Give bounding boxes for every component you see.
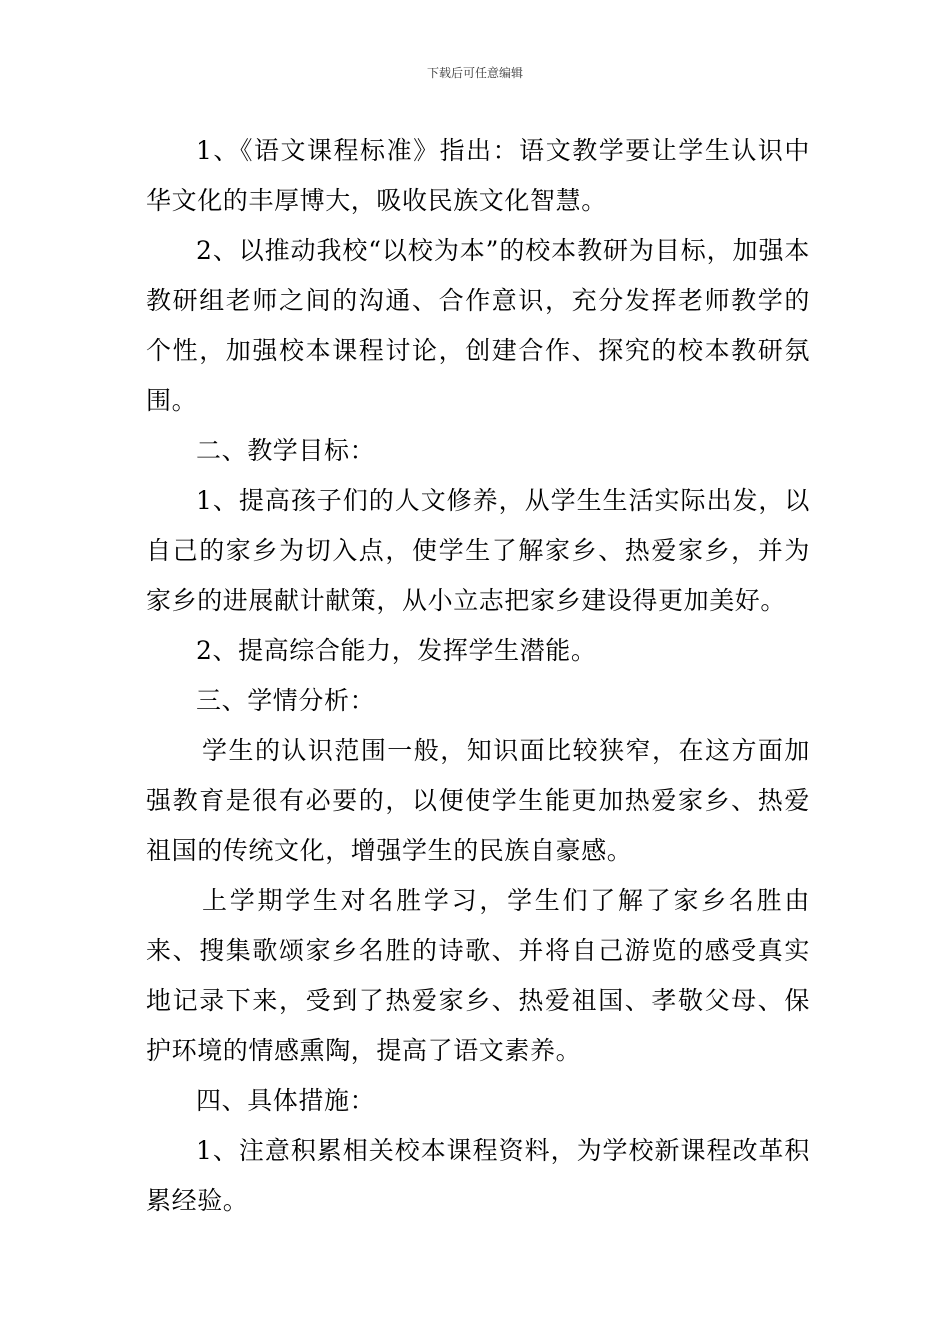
paragraph-analysis-1: 学生的认识范围一般，知识面比较狭窄，在这方面加强教育是很有必要的，以便使学生能更加热爱家乡、热爱祖国的传统文化，增强学生的民族自豪感。	[146, 736, 810, 865]
paragraph-school-research: 2、以推动我校“以校为本”的校本教研为目标，加强本教研组老师之间的沟通、合作意识，充分发挥老师教学的个性，加强校本课程讨论，创建合作、探究的校本教研氛围。	[146, 236, 810, 415]
heading-teaching-goals: 二、教学目标：	[196, 436, 376, 465]
page-header-note: 下载后可任意编辑	[426, 66, 523, 80]
paragraph-goal-1: 1、提高孩子们的人文修养，从学生生活实际出发，以自己的家乡为切入点，使学生了解家乡、热爱家乡，并为家乡的进展献计献策，从小立志把家乡建设得更加美好。	[146, 486, 810, 615]
heading-student-analysis: 三、学情分析：	[196, 686, 376, 715]
paragraph-analysis-2: 上学期学生对名胜学习，学生们了解了家乡名胜由来、搜集歌颂家乡名胜的诗歌、并将自己游览的感受真实地记录下来，受到了热爱家乡、热爱祖国、孝敬父母、保护环境的情感熏陶，提高了语文素养。	[146, 886, 810, 1065]
document-body	[146, 126, 810, 1226]
paragraph-standard-quote: 1、《语文课程标准》指出：语文教学要让学生认识中华文化的丰厚博大，吸收民族文化智慧。	[146, 136, 810, 215]
paragraph-goal-2: 2、提高综合能力，发挥学生潜能。	[196, 636, 597, 665]
paragraph-measure-1: 1、注意积累相关校本课程资料，为学校新课程改革积累经验。	[146, 1136, 810, 1215]
heading-measures: 四、具体措施：	[196, 1086, 376, 1115]
